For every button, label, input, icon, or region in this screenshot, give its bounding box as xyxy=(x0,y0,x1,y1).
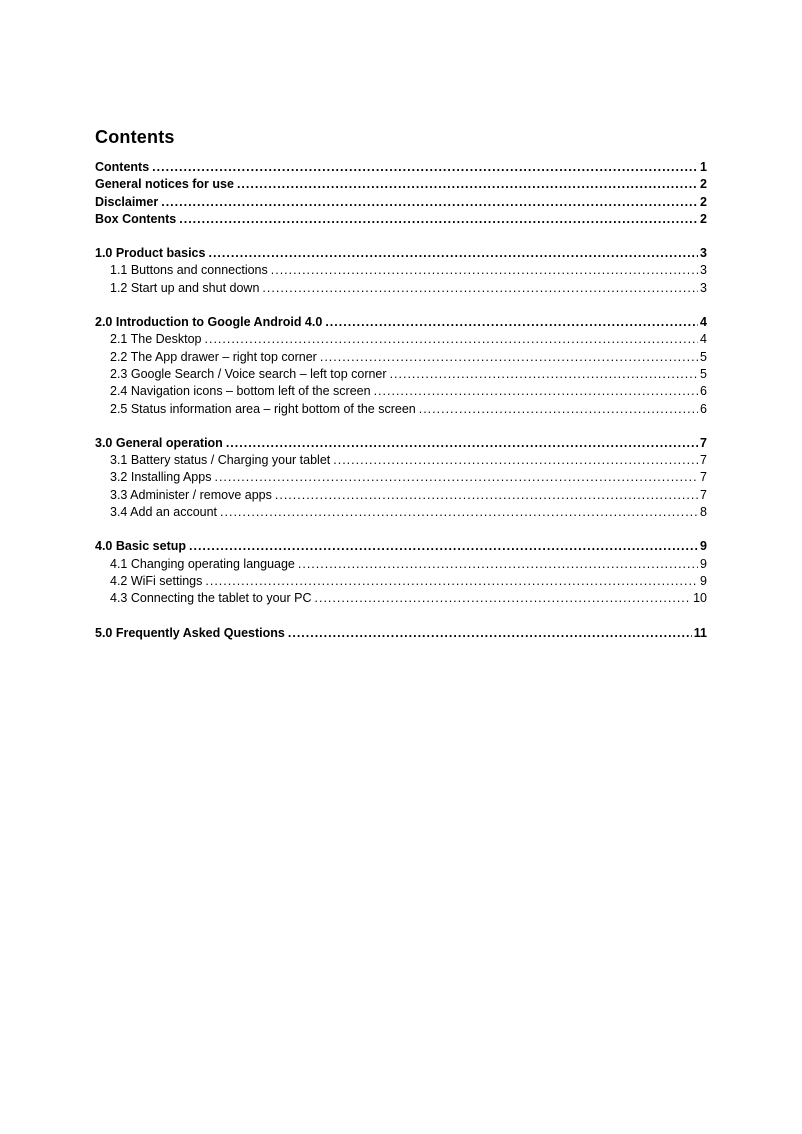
toc-entry-page: 11 xyxy=(693,625,707,640)
toc-entry-page: 9 xyxy=(700,556,707,571)
toc-entry xyxy=(95,435,707,452)
dot-leader xyxy=(220,504,698,521)
toc-entry xyxy=(95,349,707,366)
toc-entry-label: Disclaimer xyxy=(95,194,159,209)
dot-leader xyxy=(152,159,698,176)
toc-entry-label: 4.0 Basic setup xyxy=(95,539,187,554)
toc-entry xyxy=(95,573,707,590)
toc-entry xyxy=(95,383,707,400)
toc-entry xyxy=(95,194,707,211)
toc-entry-page: 1 xyxy=(700,160,707,174)
toc-entry-label: 3.0 General operation xyxy=(95,435,223,450)
toc-entry-label: 2.0 Introduction to Google Android 4.0 xyxy=(95,315,323,330)
toc-entry xyxy=(95,487,707,504)
toc-entry xyxy=(95,452,707,469)
toc-entry-page: 7 xyxy=(700,487,707,502)
toc-entry xyxy=(95,504,707,521)
toc-entry-page: 2 xyxy=(700,211,707,226)
dot-leader xyxy=(226,435,698,452)
toc-entry-page: 7 xyxy=(700,435,707,450)
toc-entry xyxy=(95,590,707,607)
toc-entry-page: 10 xyxy=(693,591,707,606)
dot-leader xyxy=(271,262,698,279)
dot-leader xyxy=(237,176,698,193)
toc-entry xyxy=(95,245,707,262)
dot-leader xyxy=(390,366,698,383)
toc-entry xyxy=(95,280,707,297)
toc-entry-label: General notices for use xyxy=(95,177,234,192)
toc-entry xyxy=(95,556,707,573)
toc-entry-label: 3.4 Add an account xyxy=(110,505,218,520)
dot-leader xyxy=(179,211,698,228)
dot-leader xyxy=(333,452,698,469)
toc-entry-label: 1.2 Start up and shut down xyxy=(110,280,260,295)
toc-entry-label: 3.1 Battery status / Charging your tablet xyxy=(110,453,331,468)
toc-entry xyxy=(95,314,707,331)
dot-leader xyxy=(320,349,698,366)
dot-leader xyxy=(275,487,698,504)
dot-leader xyxy=(205,331,699,348)
toc-entry xyxy=(95,331,707,348)
toc-entry-label: 2.5 Status information area – right bottom of the screen xyxy=(110,401,416,416)
toc-entry-page: 2 xyxy=(700,194,707,209)
toc-entry-page: 7 xyxy=(700,453,707,468)
toc-entry-label: 2.2 The App drawer – right top corner xyxy=(110,349,317,364)
toc-entry-page: 7 xyxy=(700,470,707,485)
toc-entry-label: 2.1 The Desktop xyxy=(110,332,202,347)
toc-entry-page: 3 xyxy=(700,280,707,295)
table-of-contents xyxy=(95,159,707,642)
toc-entry-page: 9 xyxy=(700,539,707,554)
toc-entry-label: 4.1 Changing operating language xyxy=(110,556,295,571)
toc-entry-label: 2.3 Google Search / Voice search – left top corner xyxy=(110,366,387,381)
toc-entry-label: 3.3 Administer / remove apps xyxy=(110,487,272,502)
toc-entry xyxy=(95,159,707,176)
toc-entry xyxy=(95,469,707,486)
dot-leader xyxy=(419,401,698,418)
toc-entry xyxy=(95,538,707,555)
toc-entry-label: 1.1 Buttons and connections xyxy=(110,263,268,278)
toc-entry-page: 8 xyxy=(700,505,707,520)
dot-leader xyxy=(315,590,692,607)
toc-entry-page: 4 xyxy=(700,332,707,347)
toc-entry-page: 5 xyxy=(700,349,707,364)
toc-entry-label: 2.4 Navigation icons – bottom left of the screen xyxy=(110,384,371,399)
toc-entry-label: 4.3 Connecting the tablet to your PC xyxy=(110,591,312,606)
dot-leader xyxy=(262,280,698,297)
toc-entry-page: 9 xyxy=(700,573,707,588)
toc-entry xyxy=(95,401,707,418)
toc-entry-label: Box Contents xyxy=(95,211,177,226)
toc-entry-label: 1.0 Product basics xyxy=(95,246,206,261)
toc-entry-page: 3 xyxy=(700,263,707,278)
page-title: Contents xyxy=(95,127,175,147)
dot-leader xyxy=(298,556,698,573)
toc-entry xyxy=(95,262,707,279)
dot-leader xyxy=(189,538,698,555)
toc-entry-page: 4 xyxy=(700,315,707,330)
toc-entry-page: 3 xyxy=(700,246,707,261)
toc-entry-label: 4.2 WiFi settings xyxy=(110,573,203,588)
dot-leader xyxy=(325,314,698,331)
toc-entry xyxy=(95,176,707,193)
toc-entry-label: 5.0 Frequently Asked Questions xyxy=(95,625,285,640)
document-page xyxy=(95,127,707,642)
toc-entry xyxy=(95,211,707,228)
toc-entry-page: 6 xyxy=(700,384,707,399)
toc-entry xyxy=(95,366,707,383)
dot-leader xyxy=(205,573,698,590)
toc-entry-page: 5 xyxy=(700,366,707,381)
toc-entry-label: Contents xyxy=(95,160,150,174)
toc-entry xyxy=(95,625,707,642)
toc-entry-page: 6 xyxy=(700,401,707,416)
dot-leader xyxy=(374,383,698,400)
dot-leader xyxy=(208,245,698,262)
toc-entry-page: 2 xyxy=(700,177,707,192)
dot-leader xyxy=(161,194,698,211)
dot-leader xyxy=(214,469,698,486)
toc-entry-label: 3.2 Installing Apps xyxy=(110,470,212,485)
dot-leader xyxy=(288,625,692,642)
